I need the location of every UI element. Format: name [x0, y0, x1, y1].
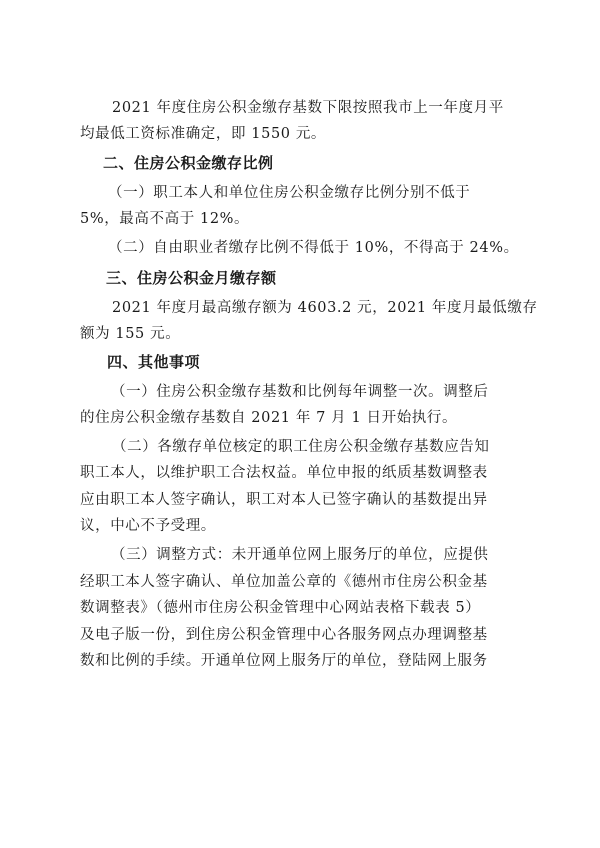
paragraph-line: 及电子版一份，到住房公积金管理中心各服务网点办理调整基	[80, 627, 488, 643]
paragraph-line: 的住房公积金缴存基数自 2021 年 7 月 1 日开始执行。	[80, 410, 458, 426]
paragraph-line: （一）住房公积金缴存基数和比例每年调整一次。调整后	[111, 384, 489, 400]
paragraph-line: 5%，最高不高于 12%。	[80, 211, 250, 227]
paragraph-line: 经职工本人签字确认、单位加盖公章的《德州市住房公积金基	[80, 574, 488, 590]
paragraph-line: 职工本人，以维护职工合法权益。单位申报的纸质基数调整表	[80, 465, 488, 481]
paragraph-line: 议，中心不予受理。	[80, 518, 216, 534]
paragraph-line: 数和比例的手续。开通单位网上服务厅的单位，登陆网上服务	[80, 653, 488, 669]
section-heading: 三、住房公积金月缴存额	[106, 269, 277, 287]
paragraph-line: 均最低工资标准确定，即 1550 元。	[80, 126, 327, 142]
paragraph-line: （二）各缴存单位核定的职工住房公积金缴存基数应告知	[112, 439, 490, 455]
paragraph-line: （一）职工本人和单位住房公积金缴存比例分别不低于	[108, 185, 471, 201]
paragraph-line: 2021 年度月最高缴存额为 4603.2 元，2021 年度月最低缴存	[112, 300, 538, 316]
paragraph-line: （三）调整方式：未开通单位网上服务厅的单位，应提供	[111, 547, 489, 563]
paragraph-line: （二）自由职业者缴存比例不得低于 10%，不得高于 24%。	[108, 240, 519, 256]
paragraph-line: 应由职工本人签字确认，职工对本人已签字确认的基数提出异	[80, 492, 488, 508]
paragraph-line: 2021 年度住房公积金缴存基数下限按照我市上一年度月平	[112, 100, 504, 116]
section-heading: 二、住房公积金缴存比例	[103, 154, 274, 172]
paragraph-line: 额为 155 元。	[80, 326, 181, 342]
paragraph-line: 数调整表》（德州市住房公积金管理中心网站表格下载表 5）	[80, 600, 481, 616]
section-heading: 四、其他事项	[107, 353, 201, 371]
